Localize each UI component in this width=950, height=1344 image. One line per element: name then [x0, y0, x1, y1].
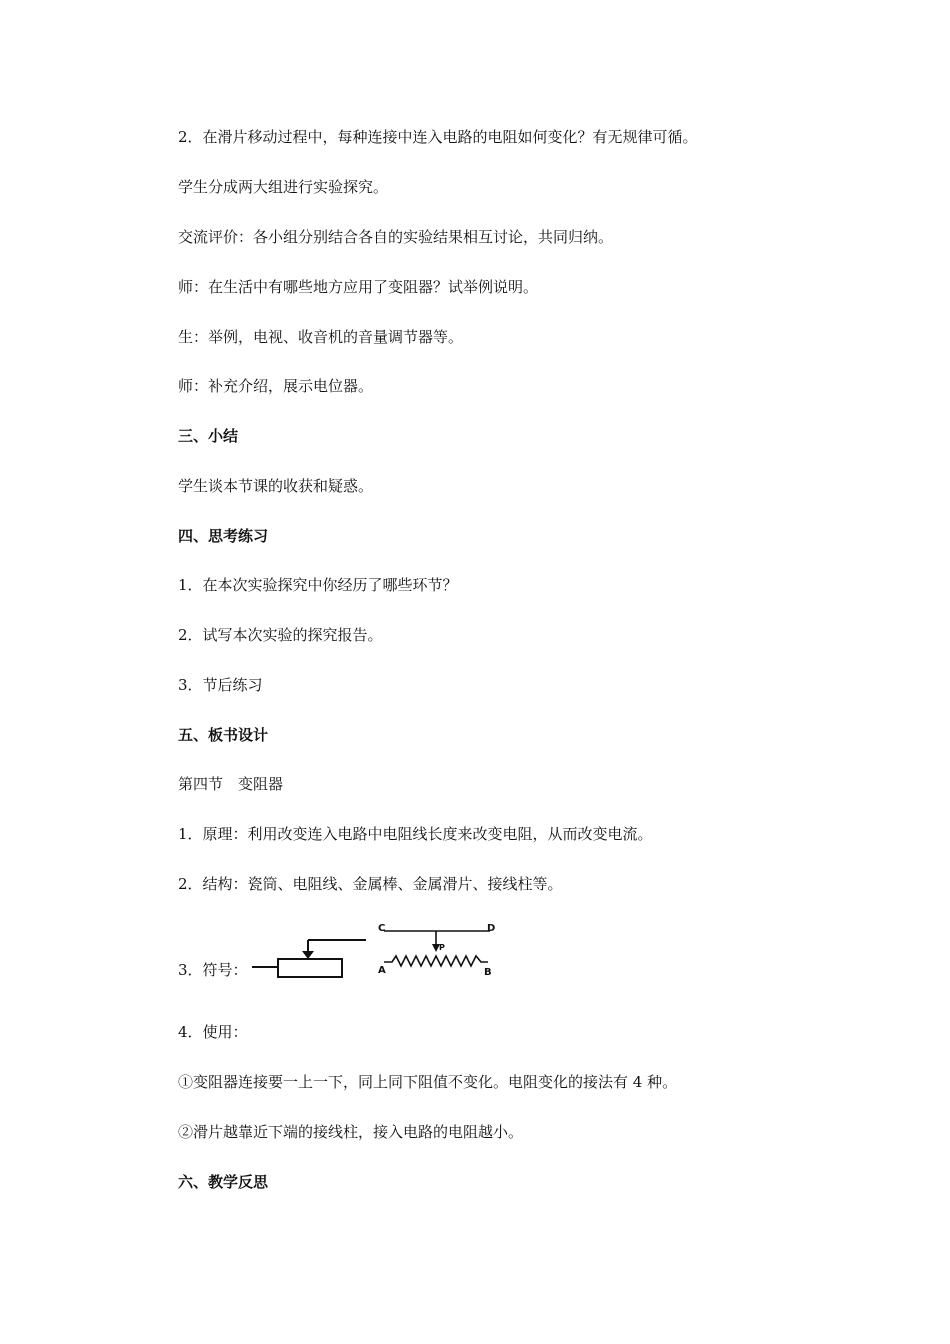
text-line: ②滑片越靠近下端的接线柱，接入电路的电阻越小。: [178, 1123, 524, 1141]
text-line: 1．原理：利用改变连入电路中电阻线长度来改变电阻，从而改变电流。: [178, 825, 653, 843]
terminal-d-label: D: [487, 923, 496, 934]
rheostat-circuit-symbol: [252, 940, 366, 977]
text-line: 3．符号：: [178, 961, 248, 979]
text-line: 3．节后练习: [178, 676, 263, 694]
resistance-coil: [384, 956, 488, 966]
terminal-c-label: C: [378, 923, 386, 934]
slider-arrow-icon: [302, 951, 314, 959]
symbol-row: [178, 918, 508, 988]
rheostat-structure-sketch: [384, 931, 490, 966]
text-line: 师：补充介绍，展示电位器。: [178, 377, 374, 395]
rheostat-symbol-diagram: [178, 918, 508, 988]
section-heading: 三、小结: [178, 427, 239, 445]
text-line: ①变阻器连接要一上一下，同上同下阻值不变化。电阻变化的接法有 4 种。: [178, 1073, 678, 1091]
terminal-b-label: B: [484, 967, 492, 978]
text-line: 师：在生活中有哪些地方应用了变阻器？试举例说明。: [178, 278, 539, 296]
text-line: 第四节 变阻器: [178, 775, 284, 793]
section-heading: 五、板书设计: [178, 726, 269, 744]
text-line: 学生谈本节课的收获和疑惑。: [178, 477, 374, 495]
text-line: 2．在滑片移动过程中，每种连接中连入电路的电阻如何变化？有无规律可循。: [178, 128, 698, 146]
text-line: 1．在本次实验探究中你经历了哪些环节？: [178, 576, 458, 594]
slider-p-label: P: [439, 943, 445, 952]
text-line: 学生分成两大组进行实验探究。: [178, 178, 389, 196]
text-line: 4．使用：: [178, 1023, 248, 1041]
section-heading: 六、教学反思: [178, 1173, 269, 1191]
section-heading: 四、思考练习: [178, 527, 269, 545]
text-line: 2．结构：瓷筒、电阻线、金属棒、金属滑片、接线柱等。: [178, 875, 563, 893]
text-line: 生：举例，电视、收音机的音量调节器等。: [178, 328, 464, 346]
resistor-box: [278, 959, 342, 977]
text-line: 2．试写本次实验的探究报告。: [178, 626, 383, 644]
text-line: 交流评价：各小组分别结合各自的实验结果相互讨论，共同归纳。: [178, 228, 614, 246]
terminal-a-label: A: [378, 965, 386, 976]
